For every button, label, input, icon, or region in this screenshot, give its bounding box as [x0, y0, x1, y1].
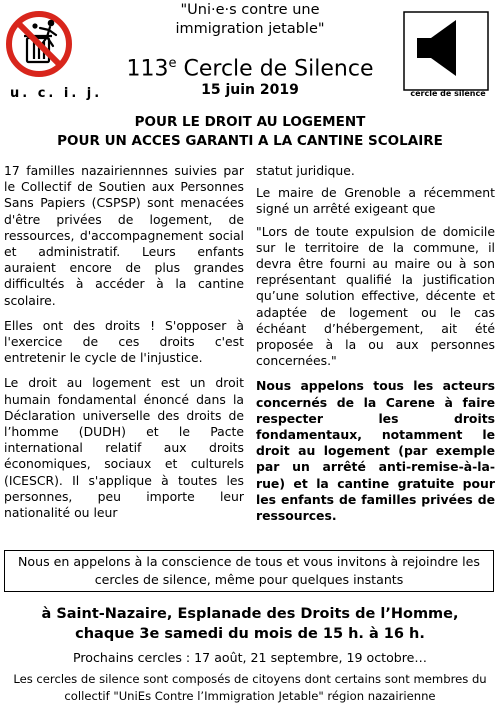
- left-column: [4, 163, 244, 530]
- decree-quote: "Lors de toute expulsion de domicile sur le territoire de la commune, il devra être fourni au maire ou à son représentant qualifié la justification qu’une solution effective, décente et adaptée de logement ou le cas échéant d’hébergement, ait été proposée à la ou aux personnes concernées.": [256, 223, 495, 369]
- grenoble-paragraph: Le maire de Grenoble a récemment signé un arrêté exigeant que: [256, 185, 495, 217]
- page-title: 113e Cercle de Silence: [126, 56, 374, 82]
- appeal-paragraph: Nous appelons tous les acteurs concernés de la Carene à faire respecter les droits fondamentaux, notamment le droit au logement (par exemple par un arrêté anti-remise-à-la-rue) et la cantine gratuite pour les enfants de familles privées de ressources.: [256, 378, 495, 524]
- housing-right-paragraph: Le droit au logement est un droit humain fondamental énoncé dans la Déclaration universelle des droits de l’homme (DUDH) et le Pacte international relatif aux droits économiques, sociaux et culturels (ICESCR). Il s'applique à toutes les personnes, peu importe leur nationalité ou leur: [4, 375, 244, 521]
- right-column: [256, 163, 495, 533]
- invitation-box: Nous en appelons à la conscience de tous et vous invitons à rejoindre les cercles de silence, même pour quelques instants: [4, 550, 494, 592]
- schedule-line: chaque 3e samedi du mois de 15 h. à 16 h.: [75, 626, 425, 642]
- rights-paragraph: Elles ont des droits ! S'opposer à l'exercice de ces droits c'est entretenir le cycle de l'injustice.: [4, 317, 244, 366]
- cercle-de-silence-label: cercle de silence: [410, 89, 486, 98]
- no-throwaway-logo-icon: [4, 4, 74, 84]
- legal-status-line: statut juridique.: [256, 163, 355, 178]
- ucij-logo-text: u. c. i. j.: [10, 86, 103, 101]
- slogan-canteen: POUR UN ACCES GARANTI A LA CANTINE SCOLAIRE: [57, 133, 443, 149]
- location-line: à Saint-Nazaire, Esplanade des Droits de l’Homme,: [41, 606, 459, 622]
- slogan-housing: POUR LE DROIT AU LOGEMENT: [134, 114, 366, 130]
- footer-note: Les cercles de silence sont composés de citoyens dont certains sont membres du collectif "UniEs Contre l’Immigration Jetable" région nazairienne: [13, 672, 487, 703]
- families-paragraph: 17 familles nazairiennnes suivies par le Collectif de Soutien aux Personnes Sans Papiers (CSPSP) sont menacées d'être privées de logement, de ressources, d'accompagnement social et administratif. Leurs enfants auraient encore de plus grandes difficultés à accéder à la cantine scolaire.: [4, 163, 244, 308]
- collective-name: "Uni·e·s contre une immigration jetable": [175, 2, 325, 37]
- next-circles: Prochains cercles : 17 août, 21 septembre, 19 octobre…: [72, 650, 428, 665]
- event-date: 15 juin 2019: [201, 82, 299, 98]
